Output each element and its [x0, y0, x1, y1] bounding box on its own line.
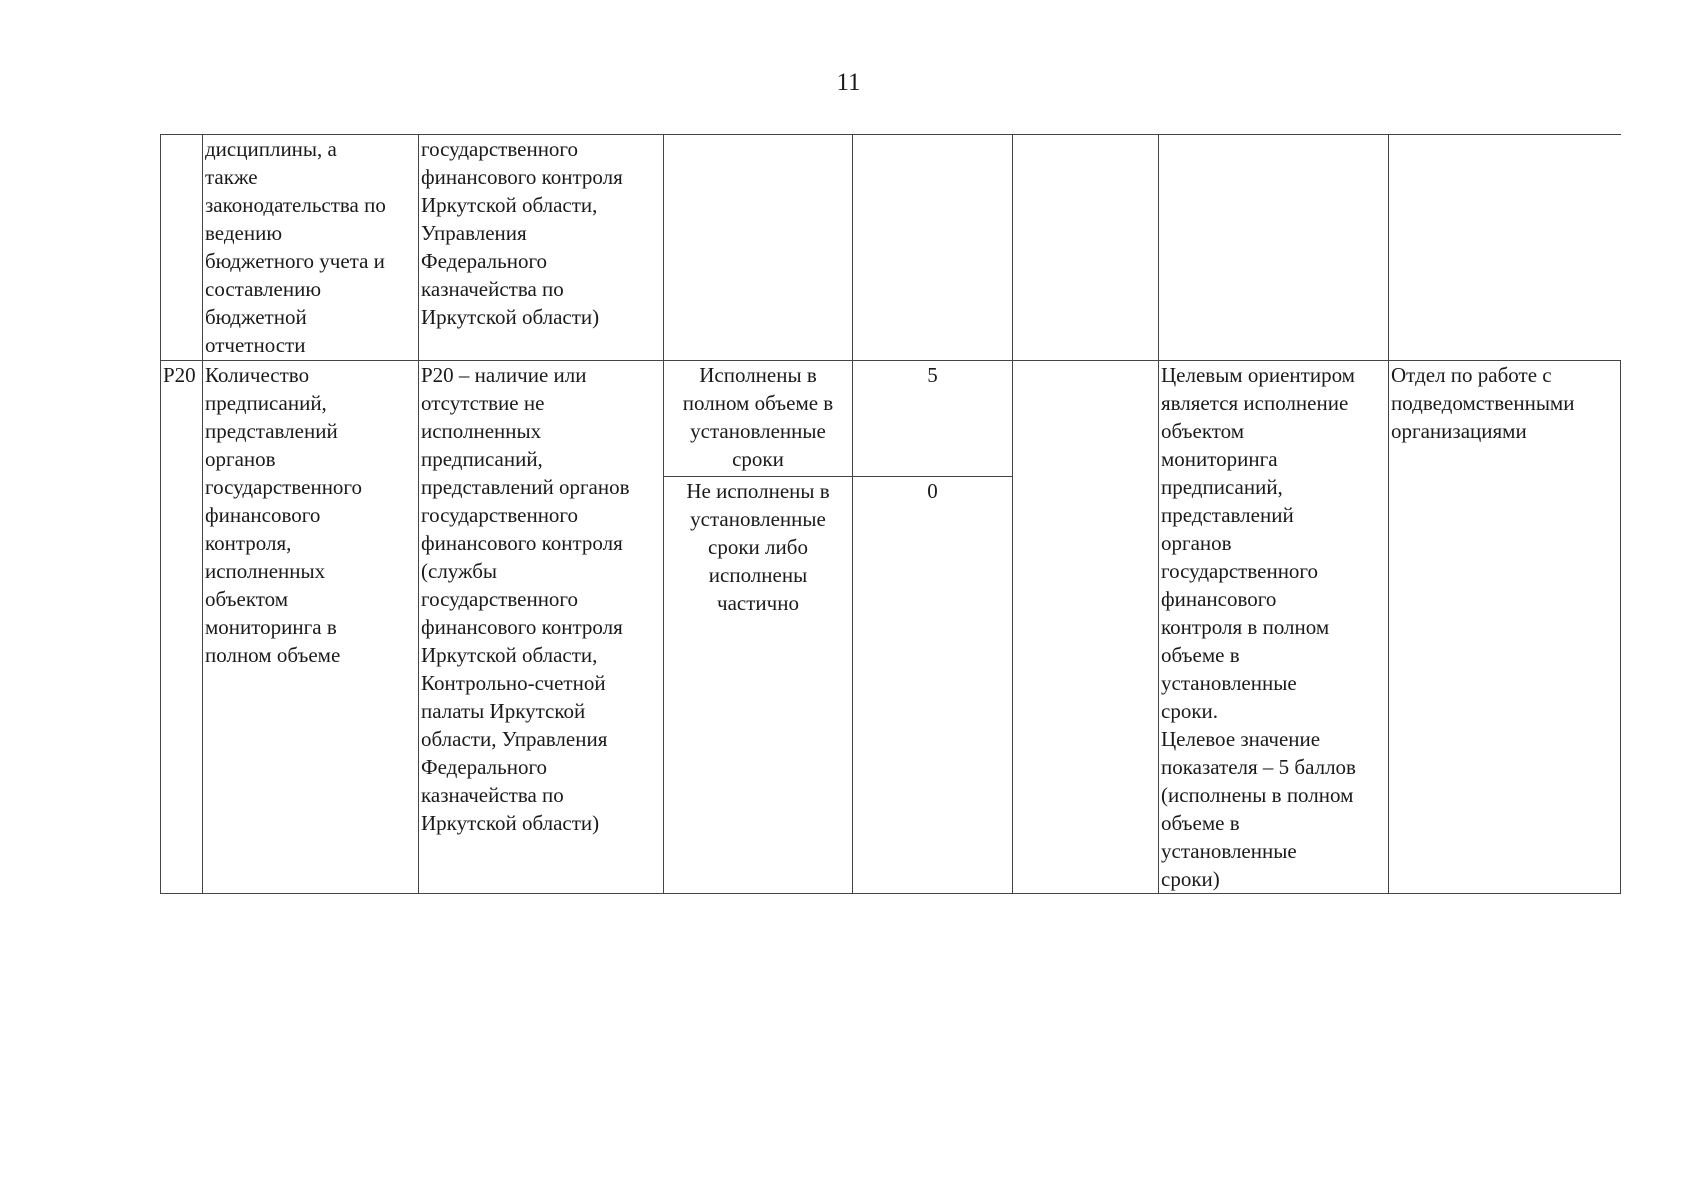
code-cell-empty — [161, 135, 203, 361]
score-cell-empty — [853, 135, 1013, 361]
page-number: 11 — [836, 69, 861, 96]
score-cell-not-fulfilled: 0 — [853, 477, 1013, 894]
target-cell: Целевым ориентиром является исполнение объектом мониторинга предписаний, представлений органов государственного финансового контроля в полном объеме в установленные сроки. Целевое значение показателя – 5 баллов (исполнены в полном объеме в установленные сроки) — [1159, 361, 1389, 894]
score-cell-fulfilled: 5 — [853, 361, 1013, 477]
indicator-name-cell: дисциплины, а также законодательства по ведению бюджетного учета и составлению бюджетной отчетности — [203, 135, 419, 361]
indicator-code-cell: Р20 — [161, 361, 203, 894]
condition-cell-fulfilled: Исполнены в полном объеме в установленные сроки — [664, 361, 853, 477]
condition-cell-not-fulfilled: Не исполнены в установленные сроки либо исполнены частично — [664, 477, 853, 894]
target-cell-empty — [1159, 135, 1389, 361]
indicators-table-container — [160, 134, 1620, 894]
formula-cell: Р20 – наличие или отсутствие не исполненных предписаний, представлений органов государственного финансового контроля (службы государственного финансового контроля Иркутской области, Контрольно-счетной палаты Иркутской области, Управления Федерального казначейства по Иркутской области) — [419, 361, 664, 894]
weight-cell — [1013, 361, 1159, 894]
formula-cell: государственного финансового контроля Иркутской области, Управления Федерального казначейства по Иркутской области) — [419, 135, 664, 361]
indicator-name-cell: Количество предписаний, представлений органов государственного финансового контроля, исполненных объектом мониторинга в полном объеме — [203, 361, 419, 894]
indicators-table — [160, 134, 1621, 894]
weight-cell-empty — [1013, 135, 1159, 361]
responsible-cell: Отдел по работе с подведомственными организациями — [1389, 361, 1621, 894]
condition-cell-empty — [664, 135, 853, 361]
responsible-cell-empty — [1389, 135, 1621, 361]
table-row-continued — [161, 135, 1621, 361]
table-row-p20 — [161, 361, 1621, 477]
